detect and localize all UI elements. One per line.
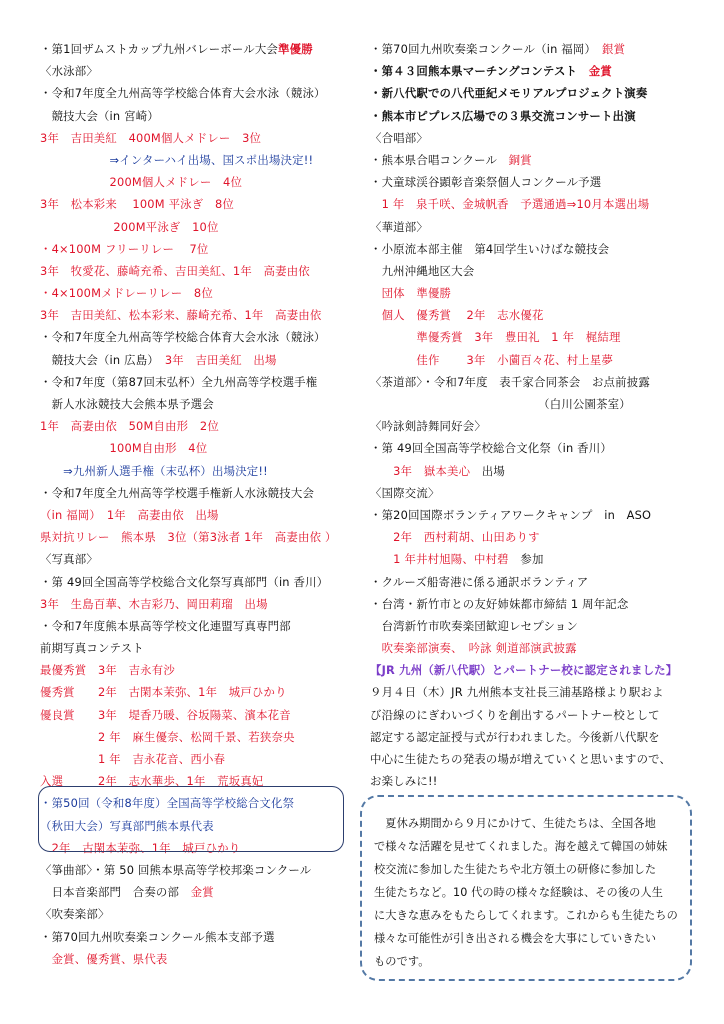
result-line: 3年 吉田美紅、松本彩来、藤崎充希、1年 高妻由依 [40,308,322,323]
section-heading: 〈国際交流〉 [370,485,440,500]
text-line: 日本音楽部門 合奏の部 金賞 [40,885,214,900]
text-line: ・令和7年度全九州高等学校選手権新人水泳競技大会 [40,485,315,500]
message-line: 夏休み期間から９月にかけて、生徒たちは、全国各地 [374,817,656,830]
text-line: ・第70回九州吹奏楽コンクール（in 福岡） 銀賞 [370,42,626,56]
result-line: 個人 優秀賞 2年 志水優花 [370,308,544,323]
text-line: ・第20回国際ボランティアワークキャンプ in ASO [370,507,652,522]
representative-box [38,786,344,852]
result-line: 団体 準優勝 [370,286,452,301]
text-line: ・第1回ザムストカップ九州バレーボール大会準優勝 [40,42,313,56]
result-line: 県対抗リレー 熊本県 3位（第3泳者 1年 高妻由依 ） [40,530,337,545]
result-line: 最優秀賞 3年 吉永有沙 [40,663,175,678]
section-heading: 〈写真部〉 [40,552,98,567]
highlight-line: ⇒インターハイ出場、国スポ出場決定!! [40,152,314,167]
text-line: び沿線のにぎわいづくりを創出するパートナー校として [370,707,660,722]
result-line: 優良賞 3年 堤香乃暖、谷坂陽菜、濱本花音 [40,707,291,722]
highlight-line: （秋田大会）写真部門熊本県代表 [40,818,214,833]
text-line: ９月４日（木）JR 九州熊本支社長三浦基路様より駅およ [370,685,664,700]
text-line: ・令和7年度熊本県高等学校文化連盟写真専門部 [40,618,291,633]
text-line: 競技大会（in 宮崎） [40,108,159,123]
text-line: 〈茶道部〉・令和7年度 表千家合同茶会 お点前披露 [370,374,650,389]
section-heading: 〈吟詠剣詩舞同好会〉 [370,419,486,434]
result-line: 入選 2年 志水華歩、1年 荒坂真妃 [40,774,264,789]
highlight-line: ・第50回（令和8年度）全国高等学校総合文化祭 [40,796,295,811]
result-line: 3年 吉田美紅 400M個人メドレー 3位 [40,130,262,145]
message-line: で様々な活躍を見せてくれました。海を越えて韓国の姉妹 [374,840,668,853]
text-line: ・新八代駅での八代亜紀メモリアルプロジェクト演奏 [370,86,648,101]
result-line: 3年 松本彩来 100M 平泳ぎ 8位 [40,197,234,212]
text-line: ・第 49回全国高等学校総合文化祭（in 香川） [370,441,612,456]
result-line: 2 年 麻生優奈、松岡千景、若狭奈央 [40,729,295,744]
result-line: 100M自由形 4位 [40,441,208,456]
text-line: ・第70回九州吹奏楽コンクール熊本支部予選 [40,929,275,944]
section-heading: 〈吹奏楽部〉 [40,907,110,922]
text-line: ・小原流本部主催 第4回学生いけばな競技会 [370,241,610,256]
jr-partner-heading: 【JR 九州（新八代駅）とパートナー校に認定されました】 [370,663,678,678]
section-heading: 〈合唱部〉 [370,130,428,145]
text-line: 前期写真コンテスト [40,641,144,656]
text-line: 3年 嶽本美心 出場 [370,463,505,478]
text-line: ・台湾・新竹市との友好姉妹都市締結 1 周年記念 [370,596,629,611]
section-heading: 〈水泳部〉 [40,64,98,79]
section-heading: 〈箏曲部〉・第 50 回熊本県高等学校邦楽コンクール [40,862,312,877]
result-line: （in 福岡） 1年 高妻由依 出場 [40,507,219,522]
text-line: 新人水泳競技大会熊本県予選会 [40,397,214,411]
text-line: 九州沖縄地区大会 [370,263,475,278]
result-line: 準優秀賞 3年 豊田礼 1 年 梶結理 [370,330,621,345]
result-line: 2年 古閑本茉弥、1年 城戸ひかり [40,840,241,855]
result-line: 1 年 泉千咲、金城帆香 予選通過⇒10月本選出場 [370,197,650,212]
message-line: ものです。 [374,955,430,968]
text-line: 中心に生徒たちの発表の場が増えていくと思いますので、 [370,752,672,766]
result-line: 優秀賞 2年 古閑本茉弥、1年 城戸ひかり [40,685,287,700]
result-line: 2年 西村莉胡、山田ありす [370,530,540,545]
text-line: ・第４３回熊本県マーチングコンテスト 金賞 [370,64,612,79]
text-line: 台湾新竹市吹奏楽団歓迎レセプション [370,618,578,633]
text-line: ・令和7年度（第87回末弘杯）全九州高等学校選手権 [40,374,318,389]
section-heading: 〈華道部〉 [370,219,428,234]
result-line: 1年 高妻由依 50M自由形 2位 [40,419,219,434]
right-column [370,38,696,792]
message-line: 様々な可能性が引き出される機会を大事にしていきたい [374,932,657,945]
message-line: に大きな恵みをもたらしてくれます。これからも生徒たちの [374,909,678,922]
text-line: ・犬童球渓谷顕彰音楽祭個人コンクール予選 [370,175,602,190]
text-line: ・第 49回全国高等学校総合文化祭写真部門（in 香川） [40,574,329,589]
result-line: 吹奏楽部演奏、 吟詠 剣道部演武披露 [370,641,577,656]
result-line: 佳作 3年 小薗百々花、村上星夢 [370,352,614,367]
text-line: 1 年井村旭陽、中村碧 参加 [370,552,544,567]
result-line: ・4×100M フリーリレー 7位 [40,241,209,256]
message-text [374,812,686,973]
result-line: 金賞、優秀賞、県代表 [40,951,168,966]
text-line: ・令和7年度全九州高等学校総合体育大会水泳（競泳） [40,330,326,345]
text-line: ・熊本市ピプレス広場での３県交流コンサート出演 [370,108,636,123]
text-line: ・クルーズ船寄港に係る通訳ボランティア [370,574,589,589]
result-line: 200M平泳ぎ 10位 [40,219,219,234]
highlight-line: ⇒九州新人選手権（末弘杯）出場決定!! [40,463,268,478]
result-line: 1 年 吉永花音、西小春 [40,752,226,766]
text-line: 認定する認定証授与式が行われました。今後新八代駅を [370,729,660,744]
message-line: 校交流に参加した生徒たちや北方領土の研修に参加した [374,863,657,876]
text-line: ・熊本県合唱コンクール 銅賞 [370,152,532,167]
text-line: （白川公園茶室） [370,397,631,411]
result-line: 3年 生島百華、木吉彩乃、岡田莉瑠 出場 [40,596,268,611]
message-line: 生徒たちなど。10 代の時の様々な経験は、その後の人生 [374,886,663,899]
text-line: ・令和7年度全九州高等学校総合体育大会水泳（競泳） [40,86,326,101]
text-line: 競技大会（in 広島） 3年 吉田美紅 出場 [40,352,277,367]
text-line: お楽しみに!! [370,774,438,789]
result-line: 3年 牧愛花、藤崎充希、吉田美紅、1年 高妻由依 [40,263,310,278]
result-line: ・4×100Mメドレーリレー 8位 [40,286,213,301]
result-line: 200M個人メドレー 4位 [40,175,243,190]
